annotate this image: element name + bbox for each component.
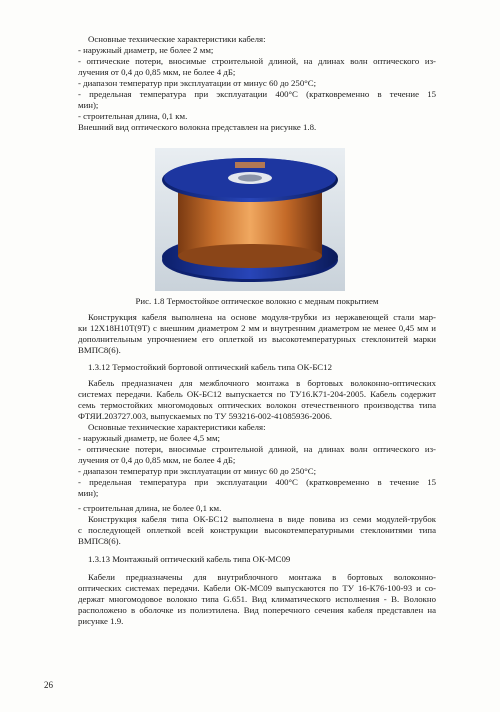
list-item: - диапазон температур при эксплуатации от минус 60 до 250°С; bbox=[78, 466, 317, 476]
paragraph-line: ВМПС8(6). bbox=[78, 345, 121, 355]
list-item: - оптические потери, вносимые строительной длиной, на длинах волн оптического из- bbox=[78, 444, 436, 454]
list-item: - оптические потери, вносимые строительной длиной, на длинах волн оптического из- bbox=[78, 56, 436, 66]
copper-fiber-spool-image bbox=[155, 148, 345, 291]
text-line: мин); bbox=[78, 488, 99, 498]
list-item: - строительная длина, 0,1 км. bbox=[78, 111, 188, 121]
paragraph-line: с последующей оплеткой всей конструкции высокотемпературными стеклонитями типа bbox=[78, 525, 436, 535]
paragraph-line: расположено в оболочке из полиэтилена. Вид поперечного сечения кабеля представлен на bbox=[78, 605, 436, 615]
paragraph-line: системах передачи. Кабель ОК-БС12 выпускается по ТУ16.К71-204-2005. Кабель содержит bbox=[78, 389, 436, 399]
paragraph-line: держат многомодовое волокно типа G.651. Вид климатического исполнения - В. Волокно bbox=[78, 594, 436, 604]
text-line: Внешний вид оптического волокна представлен на рисунке 1.8. bbox=[78, 122, 317, 132]
paragraph-line: Кабели предназначены для внутриблочного монтажа в бортовых волоконно- bbox=[88, 572, 436, 582]
text-line: лучения от 0,4 до 0,85 мкм, не более 4 дБ; bbox=[78, 67, 236, 77]
section-heading: 1.3.13 Монтажный оптический кабель типа ОК-МС09 bbox=[88, 554, 291, 564]
section-heading: 1.3.12 Термостойкий бортовой оптический кабель типа ОК-БС12 bbox=[88, 362, 332, 372]
paragraph-line: ВМПС8(6). bbox=[78, 536, 121, 546]
list-item: - строительная длина, не более 0,1 км. bbox=[78, 503, 222, 513]
paragraph-line: оптических системах передачи. Кабели ОК-МС09 выпускаются по ТУ 16-К76-100-93 и со- bbox=[78, 583, 436, 593]
paragraph-line: Кабель предназначен для межблочного монтажа в бортовых волоконно-оптических bbox=[88, 378, 436, 388]
text-line: Основные технические характеристики кабеля: bbox=[88, 34, 266, 44]
page-number: 26 bbox=[44, 680, 53, 690]
text-line: лучения от 0,4 до 0,85 мкм, не более 4 дБ; bbox=[78, 455, 236, 465]
paragraph-line: Конструкция кабеля типа ОК-БС12 выполнена в виде повива из семи модулей-трубок bbox=[88, 514, 436, 524]
paragraph-line: ФТЯИ.203727.003, выпускаемых по ТУ 593216-002-41085936-2006. bbox=[78, 411, 332, 421]
paragraph-line: рисунке 1.9. bbox=[78, 616, 124, 626]
spool-photo bbox=[155, 148, 345, 291]
list-item: - предельная температура при эксплуатации 400°С (кратковременно в течение 15 bbox=[78, 477, 436, 487]
text-line: Основные технические характеристики кабеля: bbox=[88, 422, 266, 432]
figure-caption: Рис. 1.8 Термостойкое оптическое волокно с медным покрытием bbox=[135, 296, 379, 306]
paragraph-line: ки 12Х18Н10Т(9Т) с внешним диаметром 2 мм и внутренним диаметром не менее 0,45 мм и bbox=[78, 323, 436, 333]
text-line: мин); bbox=[78, 100, 99, 110]
list-item: - наружный диаметр, не более 4,5 мм; bbox=[78, 433, 220, 443]
list-item: - предельная температура при эксплуатации 400°С (кратковременно в течение 15 bbox=[78, 89, 436, 99]
paragraph-line: Конструкция кабеля выполнена на основе модуля-трубки из нержавеющей стали мар- bbox=[88, 312, 436, 322]
list-item: - диапазон температур при эксплуатации от минус 60 до 250°С; bbox=[78, 78, 317, 88]
list-item: - наружный диаметр, не более 2 мм; bbox=[78, 45, 214, 55]
paragraph-line: дополнительным упрочнением его оплеткой из высокотемпературных стеклонитей марки bbox=[78, 334, 436, 344]
paragraph-line: семь термостойких многомодовых оптических волокон отечественного производства типа bbox=[78, 400, 436, 410]
